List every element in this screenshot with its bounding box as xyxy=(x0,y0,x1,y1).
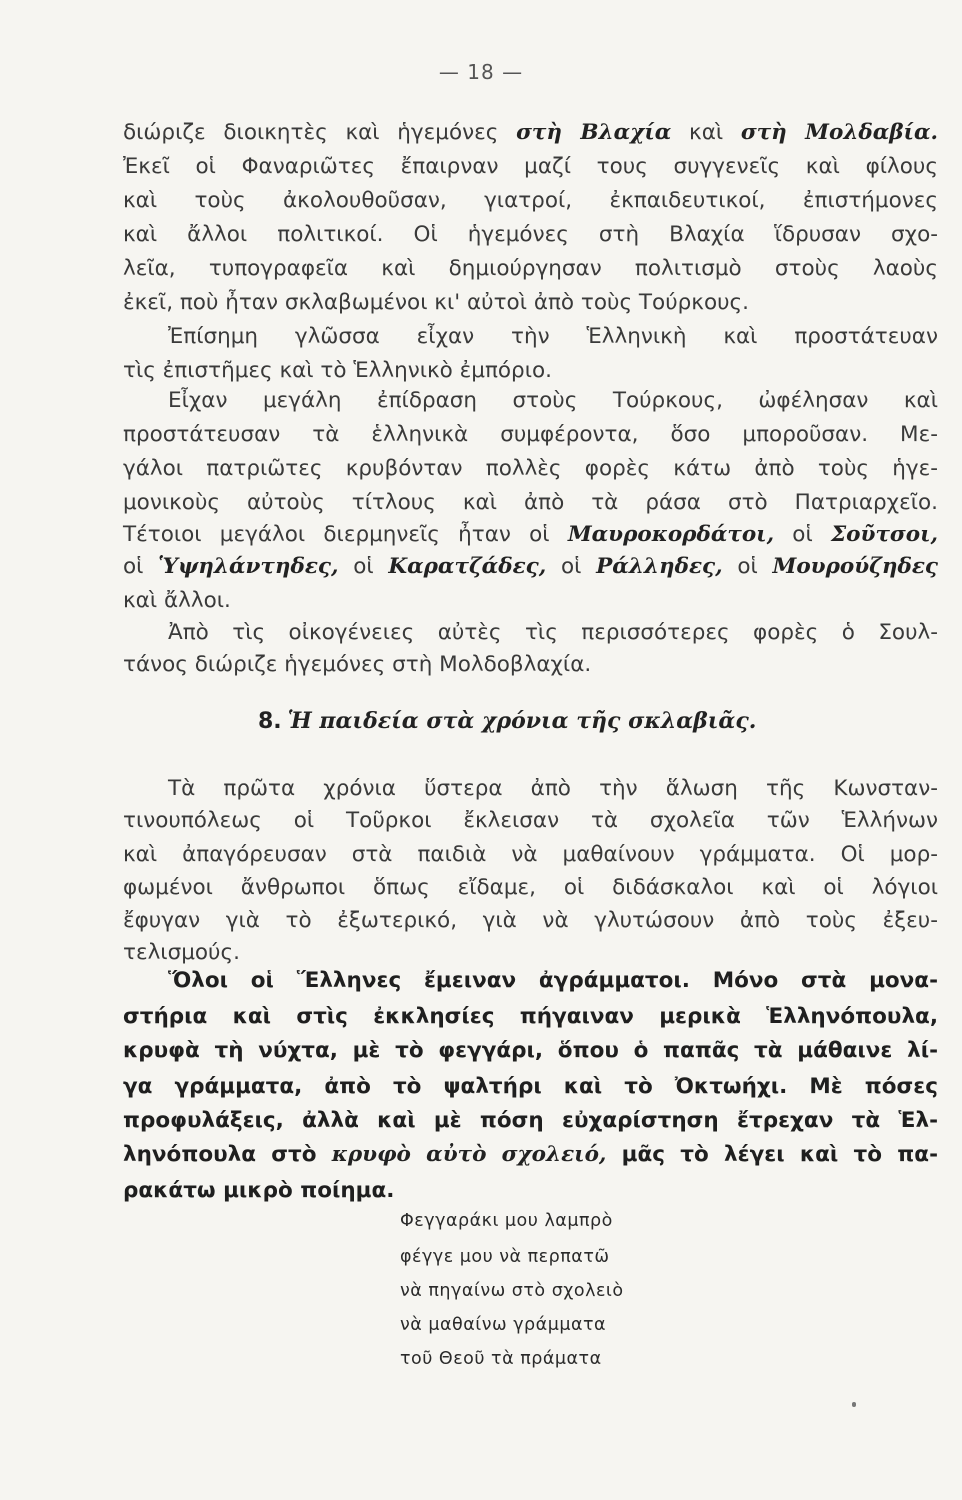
text-line: ρακάτω μικρὸ ποίημα. xyxy=(123,1178,395,1203)
section-title: Ἡ παιδεία στὰ χρόνια τῆς σκλαβιᾶς. xyxy=(287,708,757,734)
text-line: τὶς ἐπιστῆμες καὶ τὸ Ἑλληνικὸ ἐμπόριο. xyxy=(123,358,552,383)
emphasis-text: Μουρούζηδες xyxy=(772,554,938,579)
text-line: κρυφὰ τὴ νύχτα, μὲ τὸ φεγγάρι, ὅπου ὁ παπᾶς τὰ μάθαινε λί- xyxy=(123,1038,938,1063)
poem-line: νὰ μαθαίνω γράμματα xyxy=(400,1315,607,1335)
text-line: ἐκεῖ, ποὺ ἦταν σκλαβωμένοι κι' αὐτοὶ ἀπὸ τοὺς Τούρκους. xyxy=(123,290,750,315)
text-line: καὶ ἀπαγόρευσαν στὰ παιδιὰ νὰ μαθαίνουν γράμματα. Οἱ μορ- xyxy=(123,842,938,867)
emphasis-text: κρυφὸ αὐτὸ σχολειό, xyxy=(331,1142,607,1167)
emphasis-text: Μαυροκορδάτοι, xyxy=(567,522,775,547)
ink-speck xyxy=(852,1402,856,1407)
text-line: τάνος διώριζε ἡγεμόνες στὴ Μολδοβλαχία. xyxy=(123,652,592,677)
text-line: καὶ ἄλλοι πολιτικοί. Οἱ ἡγεμόνες στὴ Βλαχία ἵδρυσαν σχο- xyxy=(123,222,938,247)
text-line: ληνόπουλα στὸ κρυφὸ αὐτὸ σχολειό, μᾶς τὸ λέγει καὶ τὸ πα- xyxy=(123,1142,938,1167)
emphasis-text: Καρατζάδες, xyxy=(388,554,547,579)
text-line: τελισμούς. xyxy=(123,940,240,965)
poem-line: φέγγε μου νὰ περπατῶ xyxy=(400,1247,610,1267)
text-line: γάλοι πατριῶτες κρυβόνταν πολλὲς φορὲς κάτω ἀπὸ τοὺς ἡγε- xyxy=(123,456,938,481)
emphasis-text: Σοῦτσοι, xyxy=(830,522,938,547)
emphasis-text: στὴ Βλαχία xyxy=(516,120,672,145)
text-line: Ἐκεῖ οἱ Φαναριῶτες ἔπαιρναν μαζί τους συγγενεῖς καὶ φίλους xyxy=(123,154,938,179)
text-line: καὶ τοὺς ἀκολουθοῦσαν, γιατροί, ἐκπαιδευτικοί, ἐπιστήμονες xyxy=(123,188,938,213)
text-line: τινουπόλεως οἱ Τοῦρκοι ἔκλεισαν τὰ σχολεῖα τῶν Ἑλλήνων xyxy=(123,808,938,833)
text-line: προφυλάξεις, ἀλλὰ καὶ μὲ πόση εὐχαρίστηση ἔτρεχαν τὰ Ἑλ- xyxy=(123,1108,938,1133)
emphasis-text: Ὑψηλάντηδες, xyxy=(158,554,339,579)
poem-line: νὰ πηγαίνω στὸ σχολειὸ xyxy=(400,1281,624,1301)
text-line: στήρια καὶ στὶς ἐκκλησίες πήγαιναν μερικὰ Ἑλληνόπουλα, xyxy=(123,1004,938,1029)
text-line: διώριζε διοικητὲς καὶ ἡγεμόνες στὴ Βλαχία καὶ στὴ Μολδαβία. xyxy=(123,120,938,145)
text-line: καὶ ἄλλοι. xyxy=(123,588,231,613)
text-line: Τέτοιοι μεγάλοι διερμηνεῖς ἦταν οἱ Μαυροκορδάτοι, οἱ Σοῦτσοι, xyxy=(123,522,938,547)
text-line: Τὰ πρῶτα χρόνια ὕστερα ἀπὸ τὴν ἅλωση τῆς Κωνσταν- xyxy=(168,776,938,801)
text-line: Ἀπὸ τὶς οἰκογένειες αὐτὲς τὶς περισσότερες φορὲς ὁ Σουλ- xyxy=(168,620,938,645)
section-number: 8. xyxy=(258,709,282,734)
text-line: γα γράμματα, ἀπὸ τὸ ψαλτήρι καὶ τὸ Ὀκτωήχι. Μὲ πόσες xyxy=(123,1074,938,1099)
page-number: — 18 — xyxy=(438,60,524,84)
text-line: Εἶχαν μεγάλη ἐπίδραση στοὺς Τούρκους, ὠφέλησαν καὶ xyxy=(168,388,938,413)
text-line: οἱ Ὑψηλάντηδες, οἱ Καρατζάδες, οἱ Ράλληδες, οἱ Μουρούζηδες xyxy=(123,554,938,579)
emphasis-text: Ράλληδες, xyxy=(596,554,723,579)
text-line: ἔφυγαν γιὰ τὸ ἐξωτερικό, γιὰ νὰ γλυτώσουν ἀπὸ τοὺς ἐξευ- xyxy=(123,908,938,933)
text-line: λεῖα, τυπογραφεῖα καὶ δημιούργησαν πολιτισμὸ στοὺς λαοὺς xyxy=(123,256,938,281)
emphasis-text: στὴ Μολδαβία. xyxy=(740,120,938,145)
poem-line: τοῦ Θεοῦ τὰ πράματα xyxy=(400,1349,602,1369)
text-line: μονικοὺς αὐτοὺς τίτλους καὶ ἀπὸ τὰ ράσα στὸ Πατριαρχεῖο. xyxy=(123,490,938,515)
text-line: προστάτευσαν τὰ ἑλληνικὰ συμφέροντα, ὅσο μποροῦσαν. Με- xyxy=(123,422,938,447)
section-heading xyxy=(258,706,756,737)
text-line: Ἐπίσημη γλῶσσα εἶχαν τὴν Ἑλληνικὴ καὶ προστάτευαν xyxy=(168,324,938,349)
poem-line: Φεγγαράκι μου λαμπρὸ xyxy=(400,1211,613,1231)
text-line: φωμένοι ἄνθρωποι ὅπως εἴδαμε, οἱ διδάσκαλοι καὶ οἱ λόγιοι xyxy=(123,875,938,900)
text-line: Ὅλοι οἱ Ἕλληνες ἔμειναν ἀγράμματοι. Μόνο στὰ μονα- xyxy=(168,968,938,993)
